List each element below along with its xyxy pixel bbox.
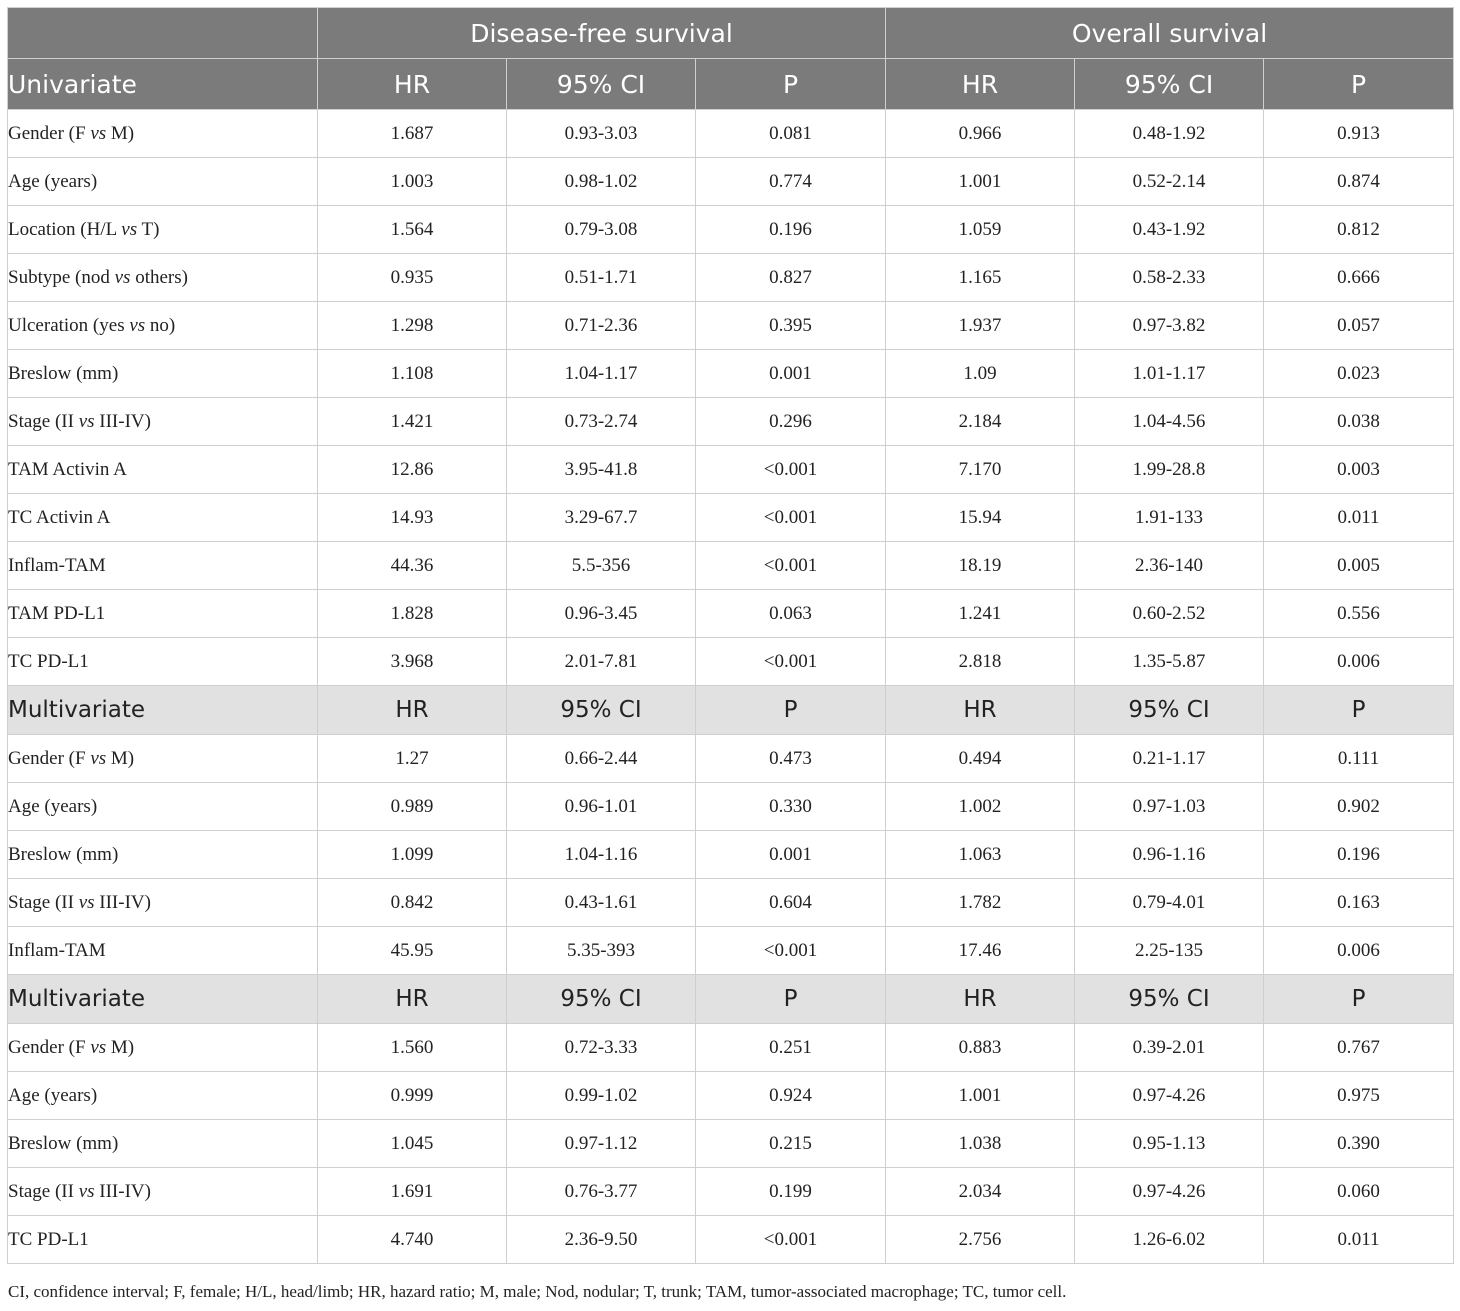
table-cell: 14.93 <box>318 494 507 542</box>
table-row <box>8 1072 1454 1120</box>
table-row <box>8 158 1454 206</box>
table-cell: 0.081 <box>696 110 886 158</box>
row-label <box>8 206 318 254</box>
table-cell: 0.48-1.92 <box>1075 110 1264 158</box>
table-cell: 0.005 <box>1264 542 1454 590</box>
row-label-text: TAM Activin A <box>8 458 127 480</box>
table-cell: 1.35-5.87 <box>1075 638 1264 686</box>
table-cell: 0.011 <box>1264 494 1454 542</box>
table-row <box>8 446 1454 494</box>
table-cell: 1.564 <box>318 206 507 254</box>
row-label <box>8 1168 318 1216</box>
column-header: P <box>1264 975 1454 1024</box>
table-cell: 1.045 <box>318 1120 507 1168</box>
column-header: P <box>696 59 886 110</box>
row-label <box>8 879 318 927</box>
column-header: P <box>696 686 886 735</box>
table-cell: 0.924 <box>696 1072 886 1120</box>
table-cell: 18.19 <box>886 542 1075 590</box>
table-cell: 0.556 <box>1264 590 1454 638</box>
column-header: HR <box>318 59 507 110</box>
row-label <box>8 398 318 446</box>
table-cell: 2.034 <box>886 1168 1075 1216</box>
section-header-row <box>8 975 1454 1024</box>
table-cell: 0.97-4.26 <box>1075 1168 1264 1216</box>
table-cell: 0.913 <box>1264 110 1454 158</box>
row-label-text: Ulceration (yes <box>8 314 130 336</box>
table-cell: 1.26-6.02 <box>1075 1216 1264 1264</box>
row-label-italic: vs <box>78 1180 95 1202</box>
table-row <box>8 350 1454 398</box>
table-cell: 1.04-4.56 <box>1075 398 1264 446</box>
table-cell: 0.163 <box>1264 879 1454 927</box>
table-cell: 2.818 <box>886 638 1075 686</box>
row-label-text: Stage (II <box>8 1180 79 1202</box>
section-title: Univariate <box>8 59 318 110</box>
group-header-dfs: Disease-free survival <box>318 8 886 59</box>
table-row <box>8 831 1454 879</box>
table-cell: <0.001 <box>696 927 886 975</box>
table-row <box>8 542 1454 590</box>
table-row <box>8 638 1454 686</box>
table-cell: 0.99-1.02 <box>507 1072 696 1120</box>
row-label-text: Gender (F <box>8 1036 91 1058</box>
row-label <box>8 158 318 206</box>
table-row <box>8 1120 1454 1168</box>
table-cell: 1.782 <box>886 879 1075 927</box>
table-cell: 1.298 <box>318 302 507 350</box>
row-label-text: M) <box>106 747 135 769</box>
table-cell: 0.774 <box>696 158 886 206</box>
column-header: 95% CI <box>1075 686 1264 735</box>
row-label-italic: vs <box>129 314 146 336</box>
row-label <box>8 494 318 542</box>
row-label-text: M) <box>106 1036 135 1058</box>
row-label-italic: vs <box>90 747 107 769</box>
table-cell: 2.36-9.50 <box>507 1216 696 1264</box>
table-cell: 3.95-41.8 <box>507 446 696 494</box>
table-cell: 0.95-1.13 <box>1075 1120 1264 1168</box>
table-cell: 1.108 <box>318 350 507 398</box>
table-cell: 2.25-135 <box>1075 927 1264 975</box>
table-row <box>8 254 1454 302</box>
table-cell: 0.93-3.03 <box>507 110 696 158</box>
table-cell: <0.001 <box>696 638 886 686</box>
table-cell: 1.937 <box>886 302 1075 350</box>
table-cell: 0.038 <box>1264 398 1454 446</box>
column-header: HR <box>318 686 507 735</box>
table-cell: 1.059 <box>886 206 1075 254</box>
row-label-text: others) <box>130 266 188 288</box>
row-label-text: no) <box>145 314 176 336</box>
section-header-row <box>8 59 1454 110</box>
table-cell: 0.767 <box>1264 1024 1454 1072</box>
column-header: 95% CI <box>507 975 696 1024</box>
column-header: HR <box>886 975 1075 1024</box>
table-cell: 2.184 <box>886 398 1075 446</box>
column-header: 95% CI <box>1075 59 1264 110</box>
column-header: P <box>696 975 886 1024</box>
table-cell: 0.196 <box>696 206 886 254</box>
table-cell: 1.001 <box>886 158 1075 206</box>
table-cell: 0.812 <box>1264 206 1454 254</box>
row-label-text: Inflam-TAM <box>8 939 106 961</box>
table-cell: 7.170 <box>886 446 1075 494</box>
table-row <box>8 1168 1454 1216</box>
table-cell: 0.251 <box>696 1024 886 1072</box>
table-cell: 0.935 <box>318 254 507 302</box>
row-label <box>8 831 318 879</box>
table-cell: 0.604 <box>696 879 886 927</box>
row-label-text: TC PD-L1 <box>8 1228 89 1250</box>
table-cell: 0.296 <box>696 398 886 446</box>
table-cell: 0.43-1.92 <box>1075 206 1264 254</box>
table-cell: 0.79-4.01 <box>1075 879 1264 927</box>
table-row <box>8 494 1454 542</box>
table-cell: 0.001 <box>696 831 886 879</box>
table-cell: 0.975 <box>1264 1072 1454 1120</box>
table-cell: 1.687 <box>318 110 507 158</box>
row-label <box>8 1120 318 1168</box>
table-cell: 3.29-67.7 <box>507 494 696 542</box>
table-cell: 0.97-1.12 <box>507 1120 696 1168</box>
row-label <box>8 590 318 638</box>
table-cell: 0.666 <box>1264 254 1454 302</box>
table-cell: 0.395 <box>696 302 886 350</box>
row-label-text: Gender (F <box>8 747 91 769</box>
table-cell: 1.691 <box>318 1168 507 1216</box>
table-cell: 3.968 <box>318 638 507 686</box>
column-header: P <box>1264 59 1454 110</box>
group-header-os: Overall survival <box>886 8 1454 59</box>
table-cell: 0.72-3.33 <box>507 1024 696 1072</box>
table-cell: 0.43-1.61 <box>507 879 696 927</box>
row-label-text: III-IV) <box>94 891 151 913</box>
row-label-italic: vs <box>114 266 131 288</box>
table-cell: 0.97-3.82 <box>1075 302 1264 350</box>
section-title: Multivariate <box>8 686 318 735</box>
table-cell: 0.494 <box>886 735 1075 783</box>
table-cell: 45.95 <box>318 927 507 975</box>
table-cell: 0.96-1.16 <box>1075 831 1264 879</box>
table-cell: <0.001 <box>696 494 886 542</box>
table-cell: 0.011 <box>1264 1216 1454 1264</box>
row-label <box>8 927 318 975</box>
row-label-italic: vs <box>90 122 107 144</box>
table-cell: 0.96-3.45 <box>507 590 696 638</box>
table-cell: 0.330 <box>696 783 886 831</box>
table-cell: 0.842 <box>318 879 507 927</box>
table-cell: 1.560 <box>318 1024 507 1072</box>
row-label <box>8 1072 318 1120</box>
table-cell: 0.006 <box>1264 638 1454 686</box>
table-row <box>8 110 1454 158</box>
table-cell: 1.828 <box>318 590 507 638</box>
table-cell: 0.21-1.17 <box>1075 735 1264 783</box>
row-label-text: Stage (II <box>8 891 79 913</box>
column-header: HR <box>318 975 507 1024</box>
table-footnote: CI, confidence interval; F, female; H/L, head/limb; HR, hazard ratio; M, male; Nod, nodular; T, trunk; TAM, tumor-associated macrophage; TC, tumor cell. <box>8 1282 1067 1301</box>
table-cell: 0.874 <box>1264 158 1454 206</box>
table-cell: <0.001 <box>696 1216 886 1264</box>
table-row <box>8 783 1454 831</box>
table-cell: <0.001 <box>696 542 886 590</box>
table-row <box>8 206 1454 254</box>
table-row <box>8 879 1454 927</box>
table-cell: 0.79-3.08 <box>507 206 696 254</box>
row-label <box>8 110 318 158</box>
table-cell: 0.063 <box>696 590 886 638</box>
row-label <box>8 783 318 831</box>
table-cell: 1.09 <box>886 350 1075 398</box>
corner-cell <box>8 8 318 59</box>
row-label-italic: vs <box>121 218 138 240</box>
table-cell: 0.98-1.02 <box>507 158 696 206</box>
row-label <box>8 542 318 590</box>
row-label <box>8 350 318 398</box>
table-cell: 0.97-1.03 <box>1075 783 1264 831</box>
table-cell: 0.966 <box>886 110 1075 158</box>
table-cell: 1.01-1.17 <box>1075 350 1264 398</box>
row-label-text: T) <box>137 218 160 240</box>
row-label <box>8 1024 318 1072</box>
column-header: 95% CI <box>1075 975 1264 1024</box>
table-cell: 0.006 <box>1264 927 1454 975</box>
table-cell: 0.215 <box>696 1120 886 1168</box>
row-label-text: Inflam-TAM <box>8 554 106 576</box>
table-cell: 1.165 <box>886 254 1075 302</box>
table-cell: 1.04-1.16 <box>507 831 696 879</box>
table-row <box>8 302 1454 350</box>
table-cell: 0.989 <box>318 783 507 831</box>
table-cell: 0.199 <box>696 1168 886 1216</box>
table-cell: 2.756 <box>886 1216 1075 1264</box>
table-cell: 1.241 <box>886 590 1075 638</box>
column-header: 95% CI <box>507 686 696 735</box>
table-cell: 0.003 <box>1264 446 1454 494</box>
table-cell: 0.97-4.26 <box>1075 1072 1264 1120</box>
section-header-row <box>8 686 1454 735</box>
table-cell: 1.001 <box>886 1072 1075 1120</box>
row-label-text: Stage (II <box>8 410 79 432</box>
row-label-text: TAM PD-L1 <box>8 602 106 624</box>
row-label-text: Gender (F <box>8 122 91 144</box>
table-cell: 1.038 <box>886 1120 1075 1168</box>
table-cell: 0.473 <box>696 735 886 783</box>
row-label-text: TC PD-L1 <box>8 650 89 672</box>
table-cell: 0.001 <box>696 350 886 398</box>
table-cell: 2.01-7.81 <box>507 638 696 686</box>
table-cell: 2.36-140 <box>1075 542 1264 590</box>
group-header-row <box>8 8 1454 59</box>
table-cell: 1.91-133 <box>1075 494 1264 542</box>
table-cell: 0.71-2.36 <box>507 302 696 350</box>
table-cell: 0.52-2.14 <box>1075 158 1264 206</box>
row-label-text: III-IV) <box>94 410 151 432</box>
row-label-text: Age (years) <box>8 795 98 817</box>
table-row <box>8 735 1454 783</box>
column-header: HR <box>886 686 1075 735</box>
table-cell: 44.36 <box>318 542 507 590</box>
row-label <box>8 638 318 686</box>
table-cell: 0.902 <box>1264 783 1454 831</box>
table-cell: 0.39-2.01 <box>1075 1024 1264 1072</box>
row-label-text: Age (years) <box>8 1084 98 1106</box>
row-label-italic: vs <box>90 1036 107 1058</box>
table-cell: 15.94 <box>886 494 1075 542</box>
survival-table <box>7 7 1454 1264</box>
table-cell: 0.96-1.01 <box>507 783 696 831</box>
section-title: Multivariate <box>8 975 318 1024</box>
table-row <box>8 1216 1454 1264</box>
table-cell: 0.51-1.71 <box>507 254 696 302</box>
table-row <box>8 398 1454 446</box>
table-cell: 1.27 <box>318 735 507 783</box>
row-label-text: Breslow (mm) <box>8 1132 119 1154</box>
table-cell: 1.003 <box>318 158 507 206</box>
table-cell: 0.023 <box>1264 350 1454 398</box>
table-cell: 1.04-1.17 <box>507 350 696 398</box>
table-cell: 0.883 <box>886 1024 1075 1072</box>
row-label <box>8 446 318 494</box>
row-label-text: Breslow (mm) <box>8 843 119 865</box>
table-row <box>8 927 1454 975</box>
row-label-text: M) <box>106 122 135 144</box>
row-label-text: TC Activin A <box>8 506 111 528</box>
column-header: HR <box>886 59 1075 110</box>
table-cell: 0.390 <box>1264 1120 1454 1168</box>
table-cell: 1.063 <box>886 831 1075 879</box>
table-row <box>8 1024 1454 1072</box>
table-cell: 0.999 <box>318 1072 507 1120</box>
row-label <box>8 254 318 302</box>
table-row <box>8 590 1454 638</box>
row-label-text: Breslow (mm) <box>8 362 119 384</box>
table-cell: 17.46 <box>886 927 1075 975</box>
table-cell: 5.35-393 <box>507 927 696 975</box>
table-cell: 1.99-28.8 <box>1075 446 1264 494</box>
table-cell: 0.58-2.33 <box>1075 254 1264 302</box>
table-cell: 1.002 <box>886 783 1075 831</box>
table-cell: 1.421 <box>318 398 507 446</box>
table-cell: 4.740 <box>318 1216 507 1264</box>
row-label <box>8 1216 318 1264</box>
table-cell: 1.099 <box>318 831 507 879</box>
table-cell: 0.66-2.44 <box>507 735 696 783</box>
table-cell: 0.73-2.74 <box>507 398 696 446</box>
column-header: 95% CI <box>507 59 696 110</box>
row-label-text: Subtype (nod <box>8 266 115 288</box>
table-cell: 0.196 <box>1264 831 1454 879</box>
table-cell: 12.86 <box>318 446 507 494</box>
table-cell: 0.057 <box>1264 302 1454 350</box>
table-cell: 0.60-2.52 <box>1075 590 1264 638</box>
table-cell: 0.060 <box>1264 1168 1454 1216</box>
table-cell: 0.76-3.77 <box>507 1168 696 1216</box>
table-cell: 0.827 <box>696 254 886 302</box>
row-label-text: Age (years) <box>8 170 98 192</box>
row-label <box>8 302 318 350</box>
table-cell: 5.5-356 <box>507 542 696 590</box>
column-header: P <box>1264 686 1454 735</box>
table-cell: 0.111 <box>1264 735 1454 783</box>
row-label-text: Location (H/L <box>8 218 122 240</box>
row-label <box>8 735 318 783</box>
row-label-italic: vs <box>78 410 95 432</box>
row-label-text: III-IV) <box>94 1180 151 1202</box>
table-cell: <0.001 <box>696 446 886 494</box>
row-label-italic: vs <box>78 891 95 913</box>
